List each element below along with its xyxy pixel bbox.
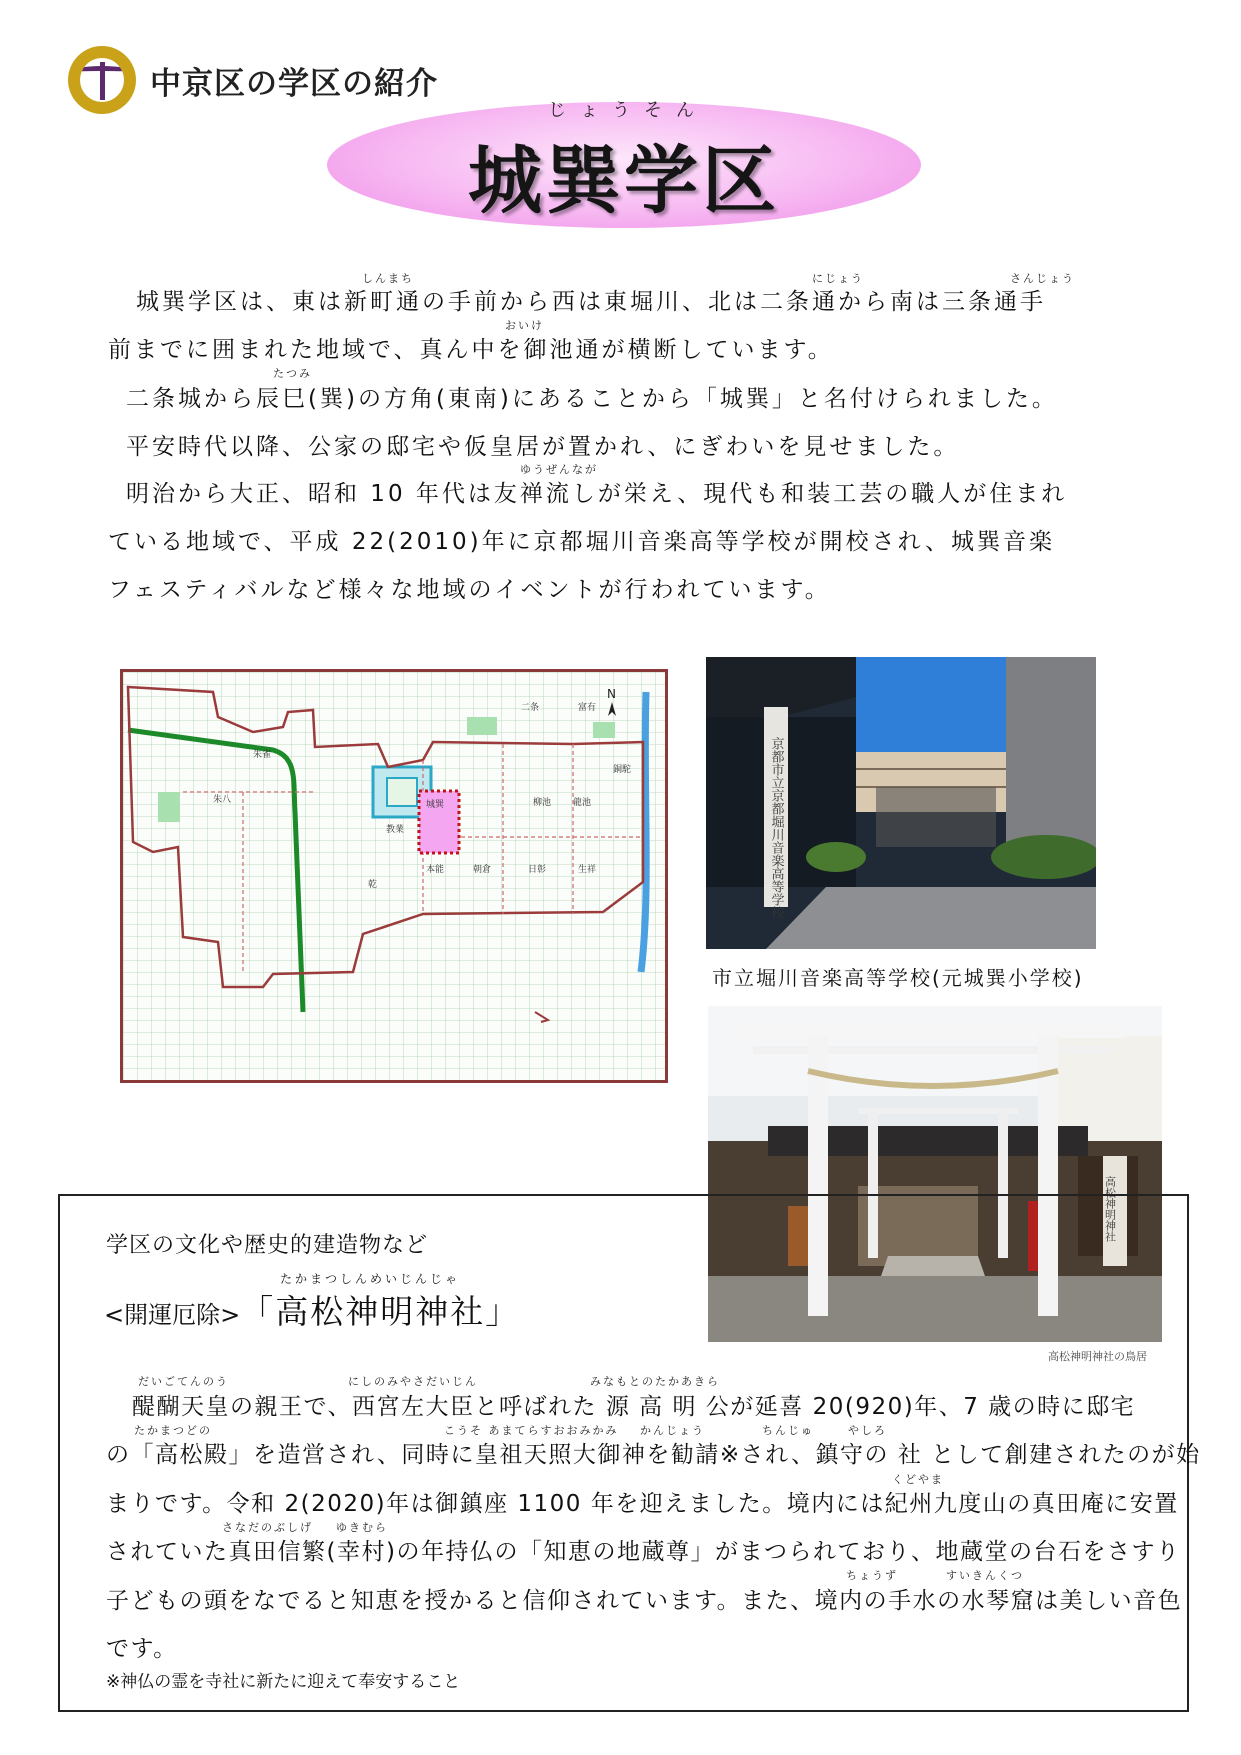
map-label: 柳池 <box>533 798 552 808</box>
map-label: 朝倉 <box>473 865 492 875</box>
north-label: N <box>607 687 616 701</box>
map-label: 本能 <box>426 865 445 875</box>
ruby: たかまつどの <box>134 1424 212 1437</box>
intro-line: 城巽学区は、東は新町通の手前から西は東堀川、北は二条通から南は三条通手 <box>136 289 1046 315</box>
ruby: だいごてんのう <box>138 1375 229 1388</box>
map-label: 生祥 <box>578 865 597 875</box>
map-label: 銅駝 <box>613 765 632 775</box>
school-caption: 市立堀川音楽高等学校(元城巽小学校) <box>712 966 1084 990</box>
ruby: ちんじゅ <box>762 1424 814 1437</box>
culture-line: されていた真田信繁(幸村)の年持仏の「知恵の地蔵尊」がまつられており、地蔵堂の台石をさすり <box>106 1539 1181 1565</box>
ruby-yuzen: ゆうぜんなが <box>520 463 598 476</box>
intro-line: 前までに囲まれた地域で、真ん中を御池通が横断しています。 <box>108 337 834 363</box>
intro-line: フェスティバルなど様々な地域のイベントが行われています。 <box>108 577 831 603</box>
intro-line: 明治から大正、昭和 10 年代は友禅流しが栄え、現代も和装工芸の職人が住まれ <box>126 481 1068 507</box>
ruby: やしろ <box>848 1424 887 1437</box>
shrine-title: 「高松神明神社」 <box>240 1292 521 1331</box>
culture-heading: 学区の文化や歴史的建造物など <box>106 1233 429 1258</box>
ruby: さなだのぶしげ <box>222 1521 313 1534</box>
map-label: 教業 <box>386 825 405 835</box>
map-label: 日彰 <box>528 865 547 875</box>
ruby: すいきんくつ <box>946 1569 1024 1582</box>
shrine-name-ruby: たかまつしんめいじんじゃ <box>280 1272 461 1286</box>
map-label: 乾 <box>368 880 378 890</box>
page-title: 城巽学区 <box>468 138 780 224</box>
culture-line: 醍醐天皇の親王で、西宮左大臣と呼ばれた 源 高 明 公が延喜 20(920)年、7 歳の時に邸宅 <box>132 1394 1136 1420</box>
ruby: くどやま <box>892 1473 944 1486</box>
map-label: 朱八 <box>213 795 232 805</box>
map-label: 二条 <box>521 703 540 713</box>
ruby-tatsumi: たつみ <box>273 367 312 380</box>
school-photo <box>706 657 1096 949</box>
map-label: 朱雀 <box>253 750 272 760</box>
map-label: 富有 <box>578 703 597 713</box>
shrine-sign-text: 高松神明神社 <box>1103 1176 1117 1242</box>
ruby-sanjo: さんじょう <box>1010 272 1075 285</box>
culture-line: です。 <box>106 1636 178 1662</box>
footnote: ※神仏の霊を寺社に新たに迎えて奉安すること <box>106 1672 461 1692</box>
ruby: かんじょう <box>640 1424 705 1437</box>
ruby-shinmachi: しんまち <box>362 272 414 285</box>
map-label: 城巽 <box>426 800 445 810</box>
ruby: ちょうず <box>846 1569 898 1582</box>
shrine-tag: <開運厄除> <box>104 1301 241 1329</box>
map-label: 龍池 <box>573 798 592 808</box>
ward-logo <box>68 46 136 114</box>
ruby: ゆきむら <box>336 1521 388 1534</box>
shrine-caption: 高松神明神社の鳥居 <box>1048 1350 1147 1363</box>
culture-line: まりです。令和 2(2020)年は御鎮座 1100 年を迎えました。境内には紀州九度山の真田庵に安置 <box>106 1491 1179 1517</box>
culture-line: 子どもの頭をなでると知恵を授かると信仰されています。また、境内の手水の水琴窟は美しい音色 <box>106 1588 1183 1614</box>
ruby-nijo: にじょう <box>812 272 864 285</box>
intro-line: 平安時代以降、公家の邸宅や仮皇居が置かれ、にぎわいを見せました。 <box>126 434 960 460</box>
ruby: みなもとのたかあきら <box>590 1375 720 1388</box>
intro-line: 二条城から辰巳(巽)の方角(東南)にあることから「城巽」と名付けられました。 <box>126 386 1058 412</box>
ruby: にしのみやさだいじん <box>348 1375 478 1388</box>
ruby-oike: おいけ <box>505 319 544 332</box>
culture-line: の「高松殿」を造営され、同時に皇祖天照大御神を勧請※され、鎮守の 社 として創建されたのが始 <box>106 1442 1201 1468</box>
ward-label: 中京区の学区の紹介 <box>150 66 438 102</box>
ruby: こうそ あまてらすおおみかみ <box>444 1424 619 1437</box>
school-sign-text: 京都市立京都堀川音楽高等学校 <box>768 737 784 919</box>
district-map-drawing <box>123 672 665 1080</box>
intro-line: ている地域で、平成 22(2010)年に京都堀川音楽高等学校が開校され、城巽音楽 <box>108 529 1055 555</box>
title-ruby: じょうそん <box>548 100 708 121</box>
shrine-name <box>104 1286 520 1333</box>
